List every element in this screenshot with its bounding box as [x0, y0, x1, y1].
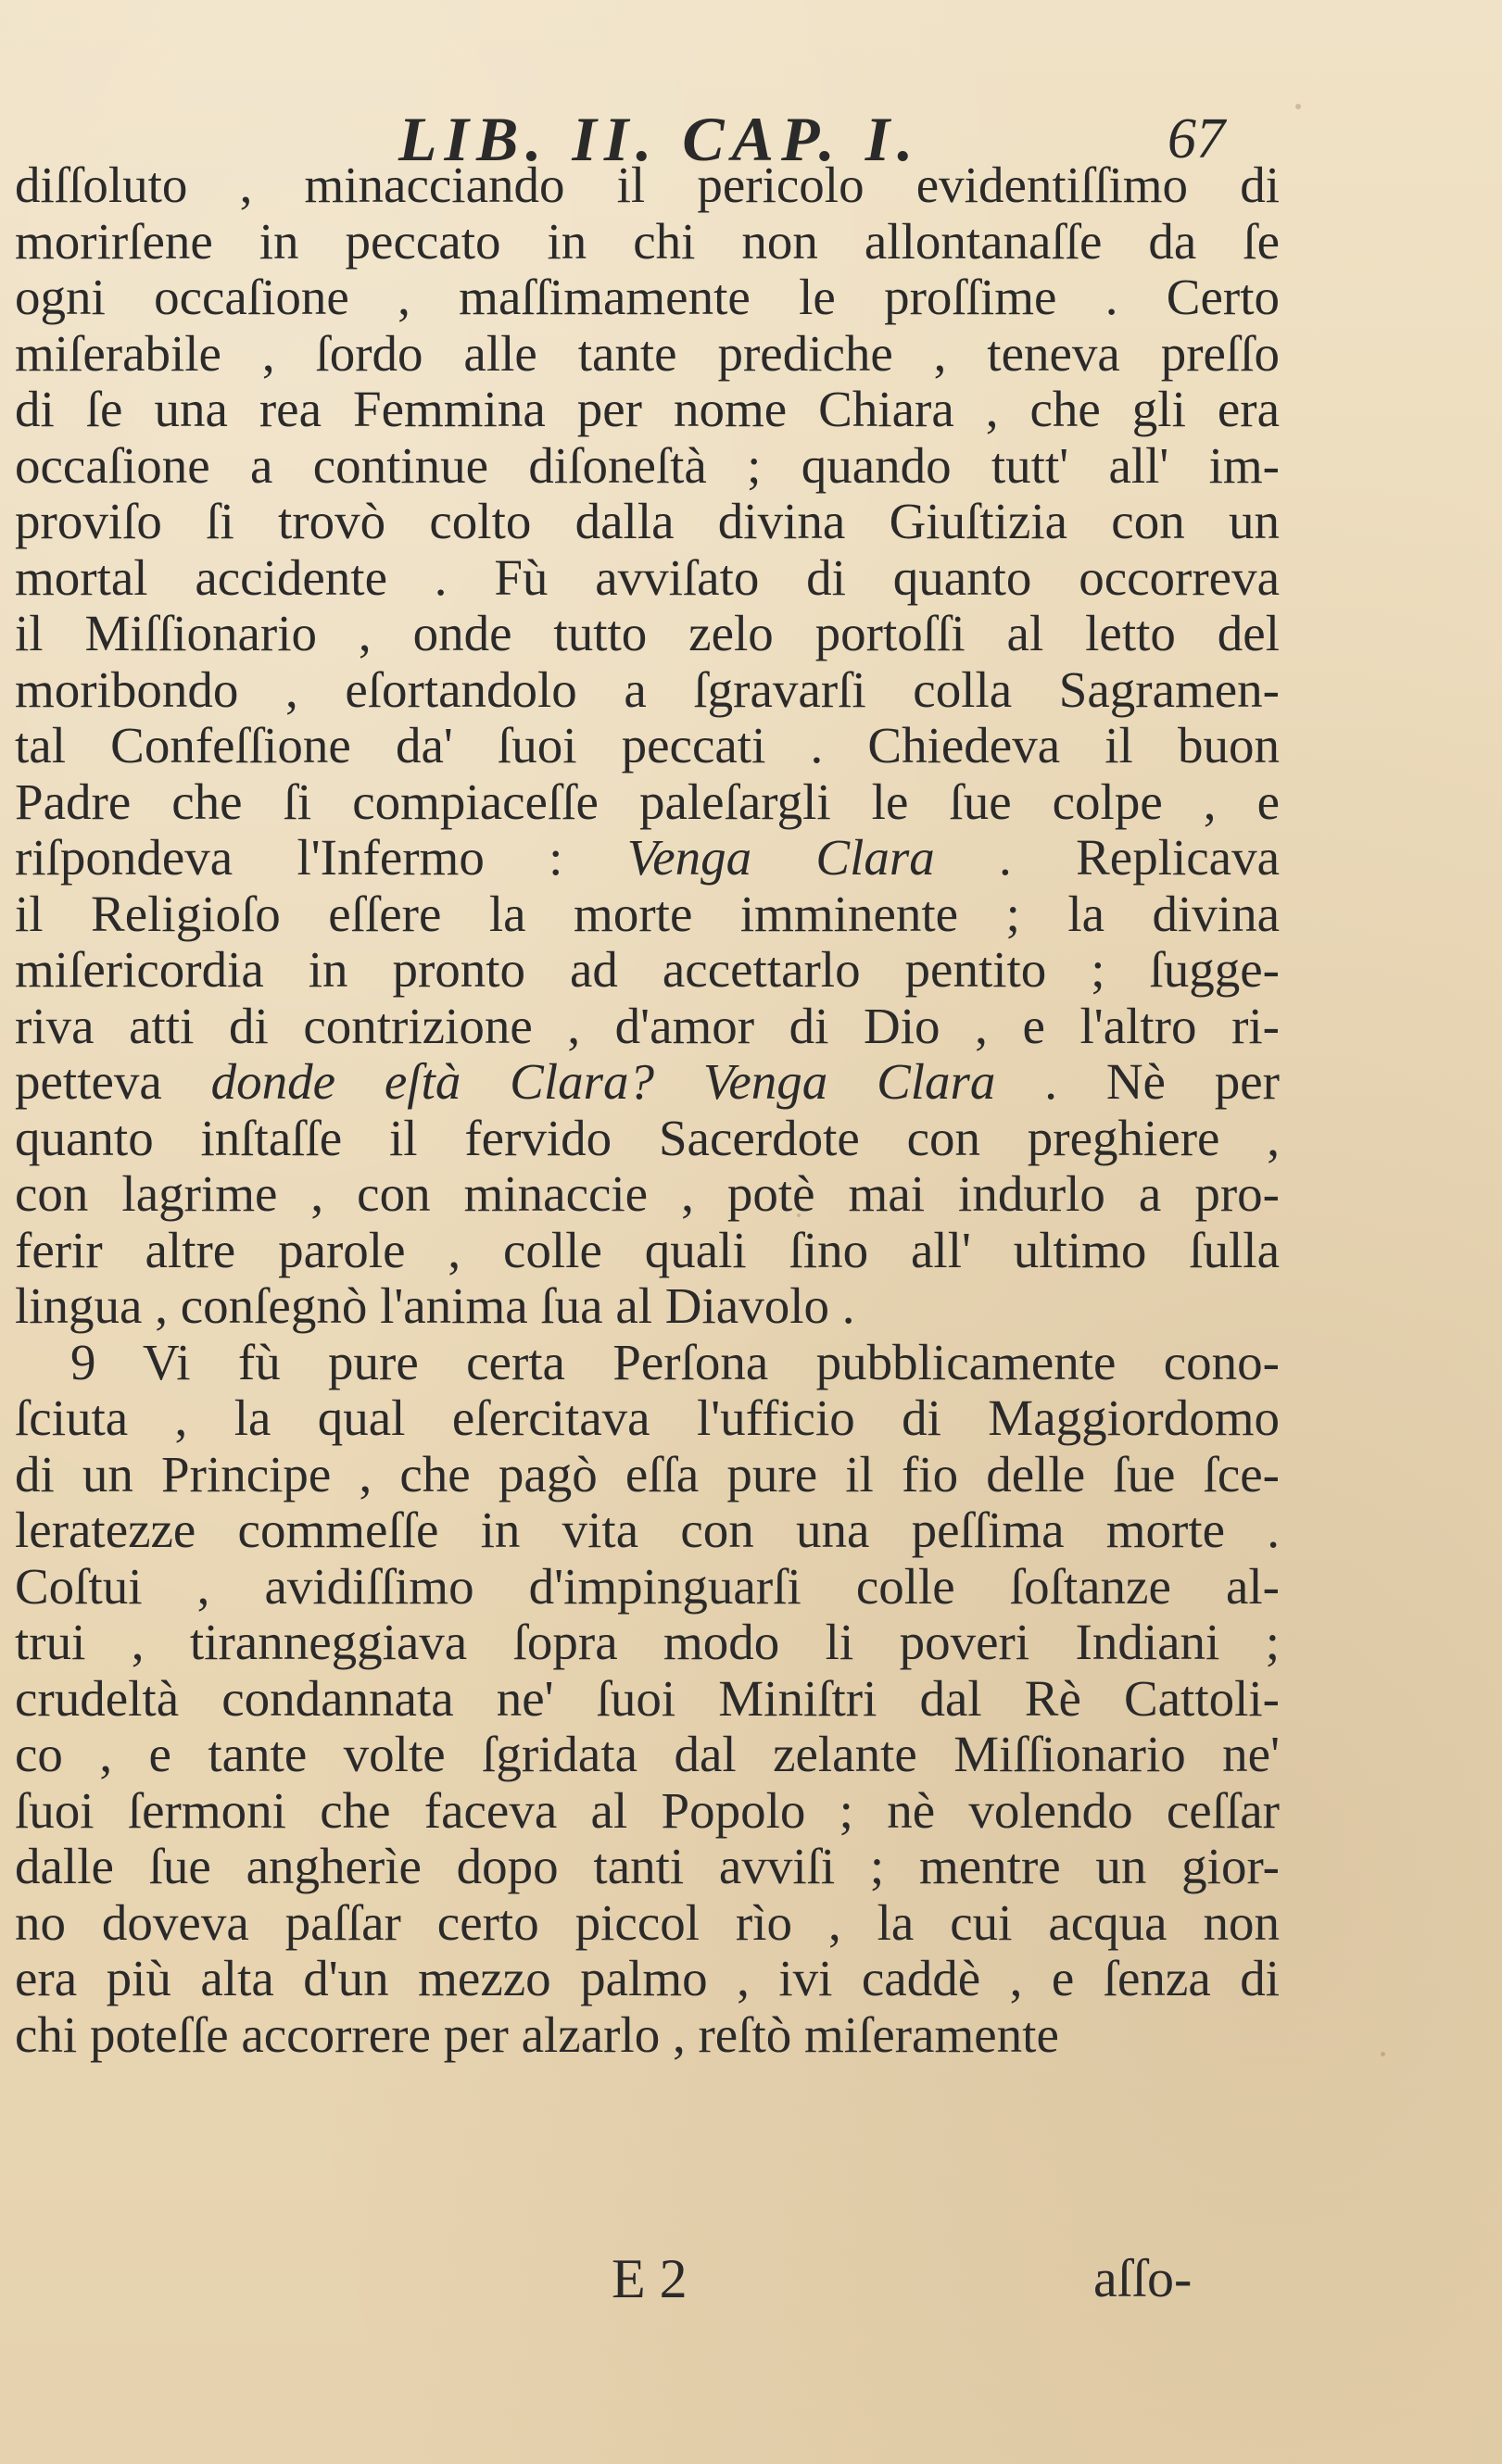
- text-line: il Religioſo eſſere la morte imminente ; la divina: [15, 885, 1280, 942]
- italic-segment: donde eſtà Clara? Venga Clara: [210, 1053, 996, 1110]
- text-line: ogni occaſione , maſſimamente le proſſime . Certo: [15, 269, 1280, 325]
- catchword: aſſo-: [1093, 2248, 1193, 2308]
- paragraph-first-line: 9 Vi fù pure certa Perſona pubblicamente cono-: [70, 1333, 1280, 1390]
- paragraph-1: [15, 157, 1280, 1335]
- text-line: proviſo ſi trovò colto dalla divina Giuſtizia con un: [15, 493, 1280, 549]
- text-line: diſſoluto , minacciando il pericolo evidentiſſimo di: [15, 157, 1280, 213]
- paper-speck: [797, 1213, 801, 1217]
- text-segment: . Replicava: [934, 829, 1280, 886]
- paper-speck: [1381, 2052, 1385, 2056]
- text-line: no doveva paſſar certo piccol rìo , la cui acqua non: [15, 1893, 1280, 1951]
- paper-speck: [1295, 104, 1301, 109]
- text-line: ſciuta , la qual eſercitava l'ufficio di Maggiordomo: [15, 1389, 1280, 1446]
- text-line: occaſione a continue diſoneſtà ; quando tutt' all' im-: [15, 436, 1280, 494]
- text-segment: petteva: [15, 1053, 211, 1110]
- text-line: trui , tiranneggiava ſopra modo li poveri Indiani ;: [15, 1614, 1280, 1670]
- body-text: [15, 157, 1280, 2063]
- text-line: era più alta d'un mezzo palmo , ivi caddè , e ſenza di: [15, 1950, 1280, 2006]
- text-line: co , e tante volte ſgridata dal zelante Miſſionario ne': [15, 1726, 1280, 1782]
- text-line: mortal accidente . Fù avviſato di quanto occorreva: [15, 548, 1280, 606]
- text-line: il Miſſionario , onde tutto zelo portoſſi al letto del: [15, 605, 1280, 661]
- text-line: [15, 1054, 1280, 1111]
- text-line: dalle ſue angherìe dopo tanti avviſi ; mentre un gior-: [15, 1838, 1280, 1894]
- signature-mark: E 2: [612, 2248, 688, 2309]
- page-footer: [0, 2242, 1502, 2316]
- text-line: tal Confeſſione da' ſuoi peccati . Chiedeva il buon: [15, 717, 1280, 773]
- text-segment: riſpondeva l'Infermo :: [15, 829, 627, 886]
- text-line: quanto inſtaſſe il fervido Sacerdote con preghiere ,: [15, 1109, 1280, 1166]
- text-line: leratezze commeſſe in vita con una peſſima morte .: [15, 1502, 1280, 1558]
- text-line: di un Principe , che pagò eſſa pure il fio delle ſue ſce-: [15, 1445, 1280, 1502]
- text-line: riva atti di contrizione , d'amor di Dio , e l'altro ri-: [15, 997, 1280, 1054]
- text-line: Coſtui , avidiſſimo d'impinguarſi colle ſoſtanze al-: [15, 1557, 1280, 1615]
- italic-segment: Venga Clara: [626, 829, 935, 886]
- text-line: miſerabile , ſordo alle tante prediche , teneva preſſo: [15, 324, 1280, 382]
- text-line: crudeltà condannata ne' ſuoi Miniſtri dal Rè Cattoli-: [15, 1669, 1280, 1727]
- text-line: ſuoi ſermoni che faceva al Popolo ; nè volendo ceſſar: [15, 1781, 1280, 1839]
- text-line: morirſene in peccato in chi non allontanaſſe da ſe: [15, 212, 1280, 270]
- text-line: [15, 830, 1280, 886]
- text-line: moribondo , eſortandolo a ſgravarſi colla Sagramen-: [15, 660, 1280, 718]
- text-line: miſericordia in pronto ad accettarlo pentito ; ſugge-: [15, 941, 1280, 998]
- text-line: di ſe una rea Femmina per nome Chiara , che gli era: [15, 381, 1280, 437]
- page-number: 67: [1168, 107, 1225, 170]
- paragraph-2: [15, 1335, 1280, 2064]
- text-segment: . Nè per: [995, 1053, 1281, 1110]
- text-line: ferir altre parole , colle quali ſino all' ultimo ſulla: [15, 1221, 1280, 1278]
- text-line: lingua , conſegnò l'anima ſua al Diavolo .: [15, 1277, 855, 1334]
- text-line: con lagrime , con minaccie , potè mai indurlo a pro-: [15, 1165, 1280, 1222]
- text-line: Padre che ſi compiaceſſe paleſargli le ſue colpe , e: [15, 773, 1280, 830]
- running-title: LIB. II. CAP. I.: [398, 104, 921, 174]
- text-line: chi poteſſe accorrere per alzarlo , reſtò miſeramente: [15, 2005, 1059, 2063]
